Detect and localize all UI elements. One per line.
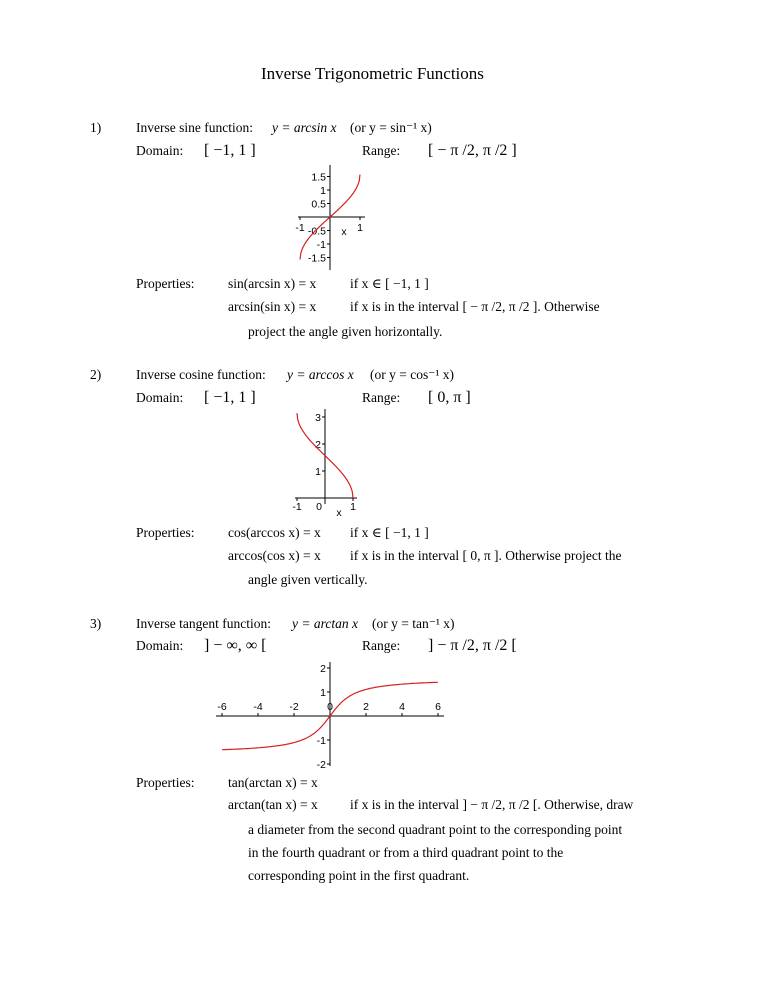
section-3-range: ] − π /2, π /2 [ [428,637,517,654]
section-1-properties-label: Properties: [136,276,195,291]
y-tick-label: -1 [316,735,326,747]
section-3-note-line: in the fourth quadrant or from a third quadrant point to the [248,845,564,860]
x-tick-label: -6 [217,701,227,713]
section-3-domain: ] − ∞, ∞ [ [204,637,267,654]
y-tick-label: 1 [320,185,326,197]
section-2-domain-label: Domain: [136,390,184,405]
arccos-plot [285,406,385,518]
section-3-note-line: a diameter from the second quadrant point to the corresponding point [248,822,623,837]
section-1-alt: (or y = sin⁻¹ x) [350,120,432,135]
section-3-number: 3) [90,616,102,631]
y-tick-label: -1.5 [307,252,326,265]
section-1-number: 1) [90,120,102,135]
x-tick-label: 0 [327,701,333,713]
section-2-properties-label: Properties: [136,525,195,540]
section-3-note-line: corresponding point in the first quadrant. [248,868,470,883]
x-tick-label: -1 [292,501,302,513]
section-2-domain: [ −1, 1 ] [204,389,256,406]
section-1-property-1: sin(arcsin x) = x [228,276,317,291]
section-2-heading: Inverse cosine function: [136,367,266,382]
x-tick-label: 1 [350,501,356,513]
arcsin-plot [290,160,390,275]
section-2-property-2: arccos(cos x) = x [228,548,321,563]
y-tick-label: 0.5 [311,198,326,211]
y-tick-label: 2 [320,663,326,675]
x-tick-label: 2 [363,701,369,713]
section-1-property-2-condition: if x is in the interval [ − π /2, π /2 ]. Otherwise [350,299,600,314]
section-1-property-1-condition: if x ∈ [ −1, 1 ] [350,276,429,291]
section-3-formula: y = arctan x [292,616,358,631]
section-2-property-2-condition: if x is in the interval [ 0, π ]. Otherwise project the [350,548,622,563]
x-tick-label: -1 [295,222,305,234]
section-2-formula: y = arccos x [287,367,354,382]
section-2-alt: (or y = cos⁻¹ x) [370,367,455,382]
section-1-note-line: project the angle given horizontally. [248,324,443,339]
section-3-property-1: tan(arctan x) = x [228,775,318,790]
section-3-range-label: Range: [362,638,401,653]
y-tick-label: 1.5 [311,171,326,184]
section-1-formula: y = arcsin x [272,120,337,135]
arctan-plot [210,658,450,770]
x-tick-label: 6 [435,701,441,713]
section-1-domain-label: Domain: [136,143,184,158]
y-tick-label: -0.5 [307,225,326,238]
section-1-range: [ − π /2, π /2 ] [428,142,517,159]
section-2-number: 2) [90,367,102,382]
section-3-domain-label: Domain: [136,638,184,653]
section-3-property-2: arctan(tan x) = x [228,797,318,812]
y-tick-label: 3 [315,412,321,424]
section-3-heading: Inverse tangent function: [136,616,271,631]
section-3-property-2-condition: if x is in the interval ] − π /2, π /2 [. Otherwise, draw [350,797,634,812]
x-tick-label: 4 [399,701,405,713]
x-tick-label: 0 [316,501,322,513]
page-title: Inverse Trigonometric Functions [261,64,484,83]
section-2-range-label: Range: [362,390,401,405]
x-tick-label: -4 [253,701,263,713]
x-axis-label: x [336,507,342,518]
x-tick-label: 1 [357,222,363,234]
section-3-alt: (or y = tan⁻¹ x) [372,616,455,631]
y-tick-label: -1 [316,239,326,251]
section-2-property-1: cos(arccos x) = x [228,525,321,540]
section-2-note-line: angle given vertically. [248,572,368,587]
x-tick-label: -2 [289,701,299,713]
section-1-property-2: arcsin(sin x) = x [228,299,317,314]
y-tick-label: -2 [316,759,326,770]
section-1-range-label: Range: [362,143,401,158]
y-tick-label: 2 [315,439,321,451]
x-axis-label: x [341,226,347,238]
y-tick-label: 1 [320,687,326,699]
y-tick-label: 1 [315,466,321,478]
section-2-range: [ 0, π ] [428,389,471,406]
section-1-domain: [ −1, 1 ] [204,142,256,159]
section-3-properties-label: Properties: [136,775,195,790]
section-2-property-1-condition: if x ∈ [ −1, 1 ] [350,525,429,540]
section-1-heading: Inverse sine function: [136,120,253,135]
